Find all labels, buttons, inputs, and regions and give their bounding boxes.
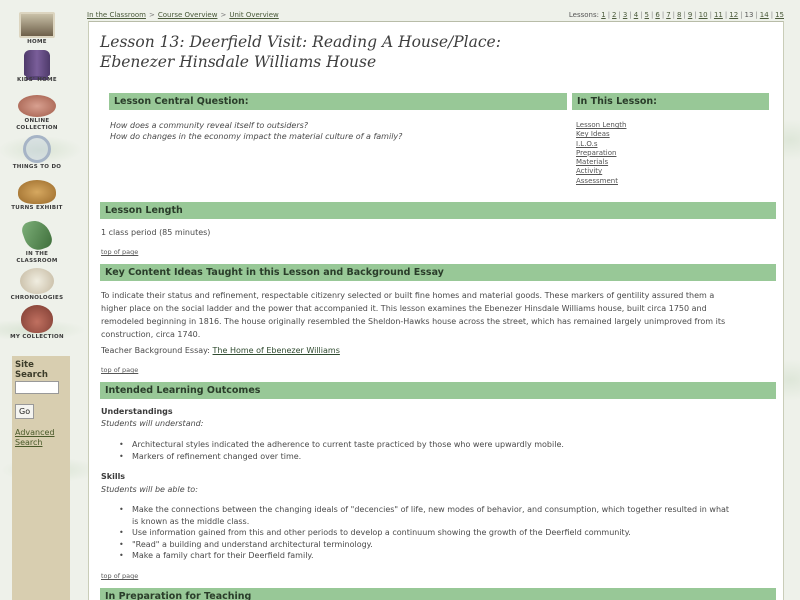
page-title — [100, 32, 501, 72]
chronologies-plate-icon — [20, 268, 54, 294]
nav-kids-home-label: KIDS' HOME — [17, 77, 57, 83]
central-questions — [110, 120, 402, 142]
nav-turns-exhibit[interactable] — [8, 180, 66, 212]
skill-1-line-1: Make the connections between the changing ideals of "decencies" of life, new modes of behavior, and consumption, which together resulted in what — [132, 505, 730, 514]
lessons-label: Lessons: — [568, 11, 599, 19]
list-item: • Use information gained from this and other periods to develop a continuum showing the growth of the Deerfield community. — [119, 527, 729, 539]
site-search-title: Site Search — [15, 360, 48, 380]
lesson-current-13: 13 — [744, 11, 754, 19]
page-title-line-1: Lesson 13: Deerfield Visit: Reading A House/Place: — [100, 33, 501, 51]
nav-kids-home[interactable] — [8, 50, 66, 84]
skill-1-line-2: is known as the middle class. — [132, 516, 250, 526]
top-of-page-link[interactable]: top of page — [101, 248, 139, 256]
advanced-search-label-1: Advanced — [15, 428, 55, 437]
list-item: • Architectural styles indicated the adherence to current taste practiced by those who were upwardly mobile. — [119, 439, 564, 451]
central-question-2: How do changes in the economy impact the material culture of a family? — [110, 132, 403, 141]
teapot-icon — [18, 180, 56, 204]
collection-shoes-icon — [18, 95, 56, 117]
in-this-lesson-header: In This Lesson: — [572, 93, 769, 110]
top-bar — [86, 8, 786, 22]
key-ideas-line-1: To indicate their status and refinement, respectable citizenry selected or built fine homes and material goods. These markers of gentility assured them a — [101, 291, 715, 300]
top-hat-icon — [24, 50, 50, 76]
toc-materials[interactable]: Materials — [576, 158, 609, 167]
nav-home-label: HOME — [27, 39, 47, 45]
skills-intro: Students will be able to: — [101, 485, 198, 494]
breadcrumb — [87, 11, 279, 19]
lesson-link-7[interactable]: 7 — [666, 11, 671, 19]
top-of-page-link[interactable]: top of page — [101, 572, 139, 580]
lesson-link-8[interactable]: 8 — [677, 11, 682, 19]
advanced-search-link[interactable] — [15, 428, 67, 448]
toc-key-ideas[interactable]: Key Ideas — [576, 130, 610, 139]
house-photo-icon — [19, 12, 55, 38]
list-item: • "Read" a building and understand architectural terminology. — [119, 539, 729, 551]
search-go-button[interactable]: Go — [15, 404, 34, 419]
lesson-length-text: 1 class period (85 minutes) — [101, 228, 211, 237]
nav-online-collection-label: ONLINE COLLECTION — [16, 118, 58, 131]
in-this-lesson-links — [576, 121, 626, 186]
breadcrumb-unit-overview[interactable]: Unit Overview — [229, 11, 279, 19]
understandings-intro: Students will understand: — [101, 419, 204, 428]
toc-ilos[interactable]: I.L.O.s — [576, 139, 598, 148]
understandings-title: Understandings — [101, 407, 173, 416]
site-search-panel — [12, 356, 70, 600]
skills-title: Skills — [101, 472, 126, 481]
key-ideas-line-3: remodeled beginning in 1816. The house originally resembled the Sheldon-Hawks house across the street, which has remained largely unimproved from its — [101, 317, 726, 326]
toc-preparation[interactable]: Preparation — [576, 148, 617, 157]
lesson-link-9[interactable]: 9 — [687, 11, 693, 19]
toc-assessment[interactable]: Assessment — [576, 176, 618, 185]
top-of-page-link[interactable]: top of page — [101, 366, 139, 374]
essay-line — [101, 344, 340, 357]
advanced-search-label-2: Search — [15, 438, 43, 447]
classroom-leaf-icon — [20, 216, 55, 253]
nav-chronologies-label: CHRONOLOGIES — [10, 295, 64, 301]
lesson-link-12[interactable]: 12 — [729, 11, 739, 19]
lesson-link-15[interactable]: 15 — [775, 11, 784, 19]
breadcrumb-separator: > — [148, 11, 155, 19]
lesson-length-header: Lesson Length — [100, 202, 776, 219]
lesson-link-2[interactable]: 2 — [612, 11, 617, 19]
lesson-link-3[interactable]: 3 — [622, 11, 628, 19]
central-question-1: How does a community reveal itself to outsiders? — [110, 121, 309, 130]
lesson-link-10[interactable]: 10 — [698, 11, 708, 19]
nav-chronologies[interactable] — [8, 268, 66, 302]
nav-things-to-do[interactable] — [8, 135, 66, 171]
toc-lesson-length[interactable]: Lesson Length — [576, 121, 627, 129]
skills-list — [119, 504, 729, 562]
breadcrumb-in-the-classroom[interactable]: In the Classroom — [87, 11, 146, 19]
penny-farthing-icon — [23, 135, 51, 163]
key-ideas-line-2: higher place on the social ladder and the power that accompanied it. This lesson examines the Ebenezer Hinsdale Williams house, built circa 1750 and — [101, 304, 707, 313]
lessons-nav: Lessons: 1 | 2 | 3 | 4 | 5 | 6 | 7 | 8 | 9 | 10 | 11 | 12 | 13 | 14 | 15 — [568, 11, 784, 19]
nav-in-the-classroom[interactable] — [8, 220, 66, 265]
nav-my-collection-label: MY COLLECTION — [10, 334, 64, 340]
nav-online-collection[interactable] — [8, 95, 66, 132]
key-ideas-line-4: construction, circa 1740. — [101, 330, 201, 339]
lesson-link-5[interactable]: 5 — [644, 11, 649, 19]
lesson-link-4[interactable]: 4 — [633, 11, 639, 19]
toc-activity[interactable]: Activity — [576, 167, 603, 176]
lesson-link-14[interactable]: 14 — [759, 11, 769, 19]
lesson-link-11[interactable]: 11 — [713, 11, 723, 19]
preparation-header: In Preparation for Teaching — [100, 588, 776, 600]
essay-label: Teacher Background Essay: — [101, 346, 210, 355]
list-item — [119, 504, 729, 527]
breadcrumb-course-overview[interactable]: Course Overview — [157, 11, 218, 19]
site-search-input[interactable] — [15, 381, 59, 394]
main-content — [88, 21, 784, 600]
nav-home[interactable] — [8, 12, 66, 46]
list-item: • Markers of refinement changed over time. — [119, 451, 564, 463]
lesson-link-1[interactable]: 1 — [601, 11, 606, 19]
list-item: • Make a family chart for their Deerfield family. — [119, 550, 729, 562]
ilo-header: Intended Learning Outcomes — [100, 382, 776, 399]
key-ideas-header: Key Content Ideas Taught in this Lesson and Background Essay — [100, 264, 776, 281]
nav-my-collection[interactable] — [8, 305, 66, 341]
breadcrumb-separator: > — [220, 11, 227, 19]
essay-link[interactable]: The Home of Ebenezer Williams — [212, 346, 340, 355]
kettle-icon — [21, 305, 53, 333]
key-ideas-paragraph — [101, 289, 725, 341]
nav-turns-exhibit-label: TURNS EXHIBIT — [11, 205, 63, 211]
page-title-line-2: Ebenezer Hinsdale Williams House — [100, 53, 377, 71]
nav-things-to-do-label: THINGS TO DO — [12, 164, 62, 170]
nav-in-the-classroom-label: IN THE CLASSROOM — [16, 251, 58, 264]
sidebar — [0, 0, 85, 600]
understandings-list — [119, 439, 564, 462]
lesson-link-6[interactable]: 6 — [655, 11, 660, 19]
central-question-header: Lesson Central Question: — [109, 93, 567, 110]
